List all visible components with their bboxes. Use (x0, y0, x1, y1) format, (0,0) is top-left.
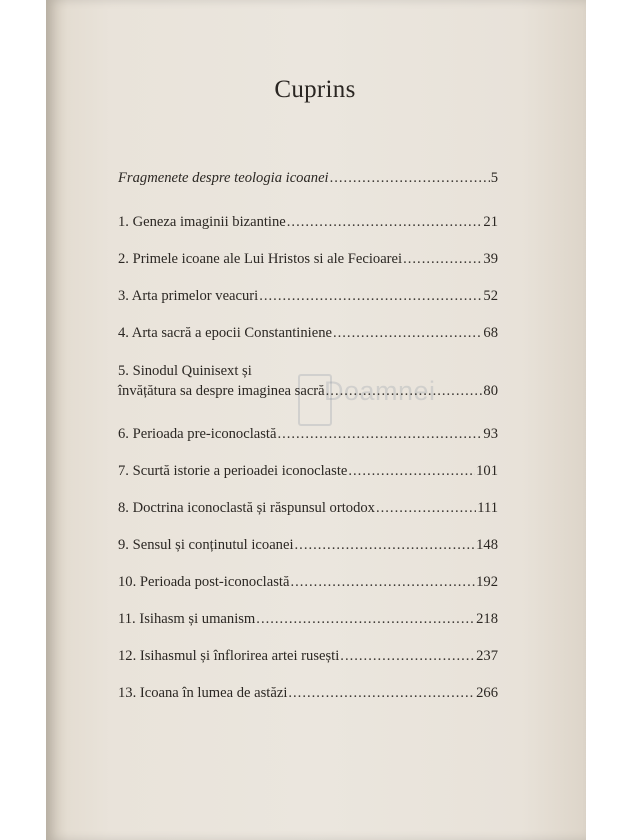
toc-page-number: 266 (476, 685, 498, 701)
toc-page-number: 5 (490, 170, 498, 186)
toc-entry-11 (118, 609, 498, 629)
toc-entry-label: 12. Isihasmul și înflorirea artei rusești (118, 648, 340, 664)
toc-entry-5 (118, 381, 498, 401)
toc-entry-1 (118, 212, 498, 232)
toc-entry-12 (118, 646, 498, 666)
toc-page-number: 39 (483, 251, 498, 267)
toc-dot-leader (288, 683, 475, 703)
toc-dot-leader (330, 168, 490, 188)
toc-page-number: 101 (476, 463, 498, 479)
toc-entry-7 (118, 461, 498, 481)
toc-entry-6 (118, 424, 498, 444)
toc-dot-leader (376, 498, 476, 518)
toc-dot-leader (403, 249, 482, 269)
toc-entry-label: 10. Perioada post-iconoclastă (118, 574, 290, 590)
toc-dot-leader (295, 535, 476, 555)
toc-page-number: 192 (476, 574, 498, 590)
toc-entry-10 (118, 572, 498, 592)
toc-entry-label: învățătura sa despre imaginea sacră (118, 383, 325, 399)
toc-page-number: 218 (476, 611, 498, 627)
toc-entry-label: 9. Sensul și conținutul icoanei (118, 537, 294, 553)
watermark: Doamnei (324, 376, 436, 406)
toc-page-number: 111 (477, 500, 498, 516)
toc-page-number: 237 (476, 648, 498, 664)
toc-dot-leader (259, 286, 482, 306)
toc-dot-leader (277, 424, 482, 444)
toc-page-number: 21 (483, 214, 498, 230)
toc-dot-leader (256, 609, 475, 629)
toc-entry-label: 13. Icoana în lumea de astăzi (118, 685, 288, 701)
toc-entry-label: 11. Isihasm și umanism (118, 611, 256, 627)
toc-dot-leader (287, 212, 483, 232)
toc-entry-3 (118, 286, 498, 306)
toc-entry-9 (118, 535, 498, 555)
toc-dot-leader (340, 646, 475, 666)
toc-dot-leader (348, 461, 475, 481)
toc-entry-8 (118, 498, 498, 518)
toc-entry-2 (118, 249, 498, 269)
toc-entry-label: 6. Perioada pre-iconoclastă (118, 426, 277, 442)
toc-page-number: 68 (483, 325, 498, 341)
toc-page-number: 52 (483, 288, 498, 304)
toc-entry-4 (118, 323, 498, 343)
toc-entry-label: 2. Primele icoane ale Lui Hristos si ale Fecioarei (118, 251, 403, 267)
toc-entry-intro (118, 168, 498, 188)
toc-entry-label: 1. Geneza imaginii bizantine (118, 214, 286, 230)
page-title: Cuprins (274, 76, 356, 103)
toc-page-number: 148 (476, 537, 498, 553)
toc-entry-13 (118, 683, 498, 703)
toc-dot-leader (290, 572, 475, 592)
toc-dot-leader (326, 381, 483, 401)
toc-entry-label: 3. Arta primelor veacuri (118, 288, 259, 304)
toc-page-number: 93 (483, 426, 498, 442)
toc-page-number: 80 (483, 383, 498, 399)
toc-entry-label: 4. Arta sacră a epocii Constantiniene (118, 325, 332, 341)
toc-entry-label: 7. Scurtă istorie a perioadei iconoclaste (118, 463, 348, 479)
toc-dot-leader (333, 323, 482, 343)
toc-entry-5-line1: 5. Sinodul Quinisext și (118, 363, 252, 379)
toc-entry-label: 8. Doctrina iconoclastă și răspunsul ortodox (118, 500, 375, 516)
toc-entry-label: Fragmenete despre teologia icoanei (118, 170, 329, 186)
